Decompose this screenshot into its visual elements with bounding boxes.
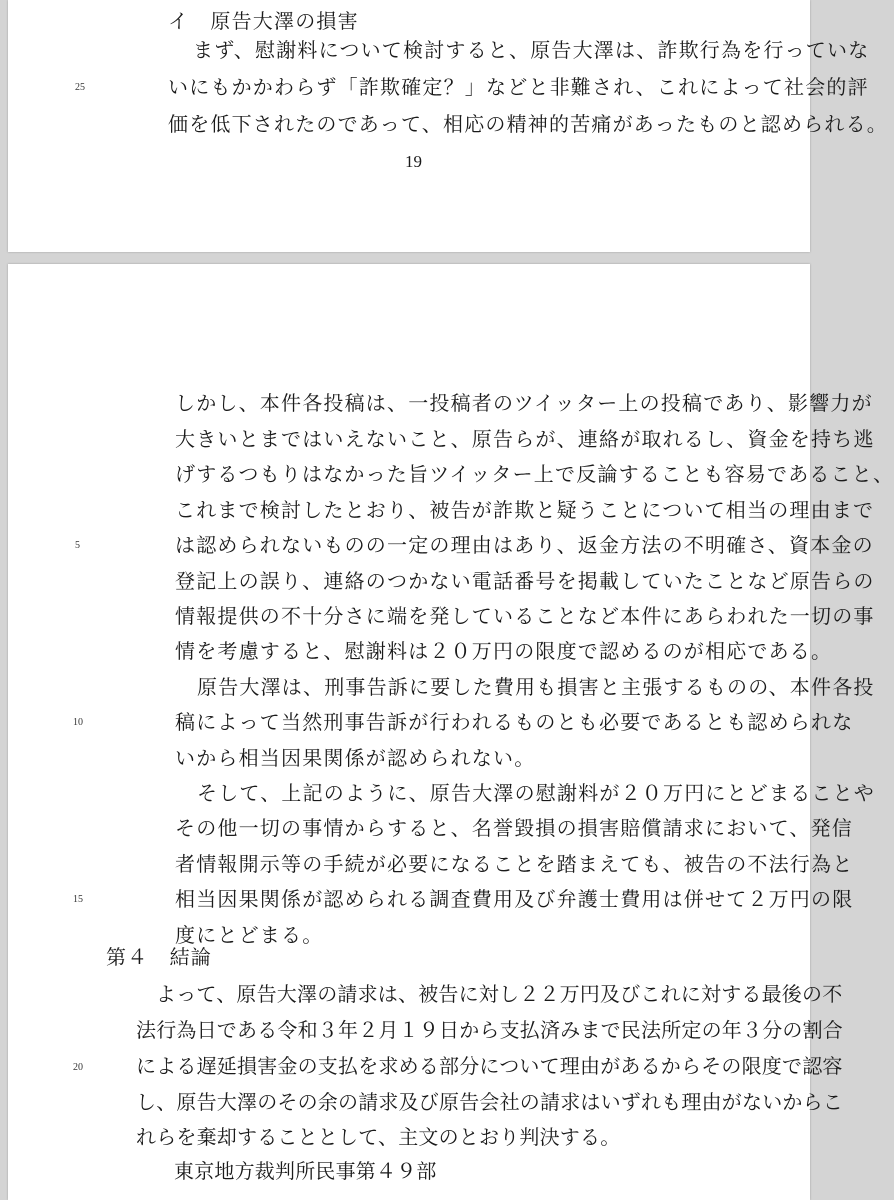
line-number: 5 <box>75 540 80 551</box>
text-line: による遅延損害金の支払を求める部分について理由があるからその限度で認容 <box>136 1054 843 1078</box>
text-line: これまで検討したとおり、被告が詐欺と疑うことについて相当の理由まで <box>175 498 875 522</box>
line-number: 10 <box>73 717 83 728</box>
page-number: 19 <box>405 152 422 171</box>
text-line: 法行為日である令和３年２月１９日から支払済みまで民法所定の年３分の割合 <box>136 1018 843 1042</box>
text-line: 稿によって当然刑事告訴が行われるものとも必要であるとも認められな <box>175 710 854 734</box>
text-line: 相当因果関係が認められる調査費用及び弁護士費用は併せて２万円の限 <box>175 887 854 911</box>
text-line: 価を低下されたのであって、相応の精神的苦痛があったものと認められる。 <box>168 112 888 136</box>
text-line: 大きいとまではいえないこと、原告らが、連絡が取れるし、資金を持ち逃 <box>175 427 875 451</box>
text-line: れらを棄却することとして、主文のとおり判決する。 <box>136 1125 621 1149</box>
text-line: 者情報開示等の手続が必要になることを踏まえても、被告の不法行為と <box>175 852 854 876</box>
court-name: 東京地方裁判所民事第４９部 <box>174 1159 437 1183</box>
text-line: 情報提供の不十分さに端を発していることなど本件にあらわれた一切の事 <box>175 604 875 628</box>
text-line: いから相当因果関係が認められない。 <box>175 746 536 770</box>
text-line: しかし、本件各投稿は、一投稿者のツイッター上の投稿であり、影響力が <box>175 391 873 415</box>
text-line: いにもかかわらず「詐欺確定？」などと非難され、これによって社会的評 <box>168 75 869 99</box>
text-line: 登記上の誤り、連絡のつかない電話番号を掲載していたことなど原告らの <box>175 569 875 593</box>
section-heading: イ 原告大澤の損害 <box>168 9 359 33</box>
text-line: まず、慰謝料について検討すると、原告大澤は、詐欺行為を行っていな <box>193 38 870 62</box>
text-line: 度にとどまる。 <box>175 923 324 947</box>
text-line: し、原告大澤のその余の請求及び原告会社の請求はいずれも理由がないからこ <box>136 1090 843 1114</box>
document-page-top <box>8 0 888 252</box>
text-line: げするつもりはなかった旨ツイッター上で反論することも容易であること、 <box>175 462 894 486</box>
line-number: 25 <box>75 82 85 93</box>
text-line: 情を考慮すると、慰謝料は２０万円の限度で認めるのが相応である。 <box>175 639 833 663</box>
text-line: は認められないものの一定の理由はあり、返金方法の不明確さ、資本金の <box>175 533 874 557</box>
line-number: 20 <box>73 1062 83 1073</box>
text-line: よって、原告大澤の請求は、被告に対し２２万円及びこれに対する最後の不 <box>156 982 843 1006</box>
document-page-main <box>8 264 894 1200</box>
section-heading: 第４ 結論 <box>106 945 212 969</box>
text-line: その他一切の事情からすると、名誉毀損の損害賠償請求において、発信 <box>175 816 853 840</box>
text-line: そして、上記のように、原告大澤の慰謝料が２０万円にとどまることや <box>197 781 875 805</box>
text-line: 原告大澤は、刑事告訴に要した費用も損害と主張するものの、本件各投 <box>197 675 875 699</box>
line-number: 15 <box>73 894 83 905</box>
